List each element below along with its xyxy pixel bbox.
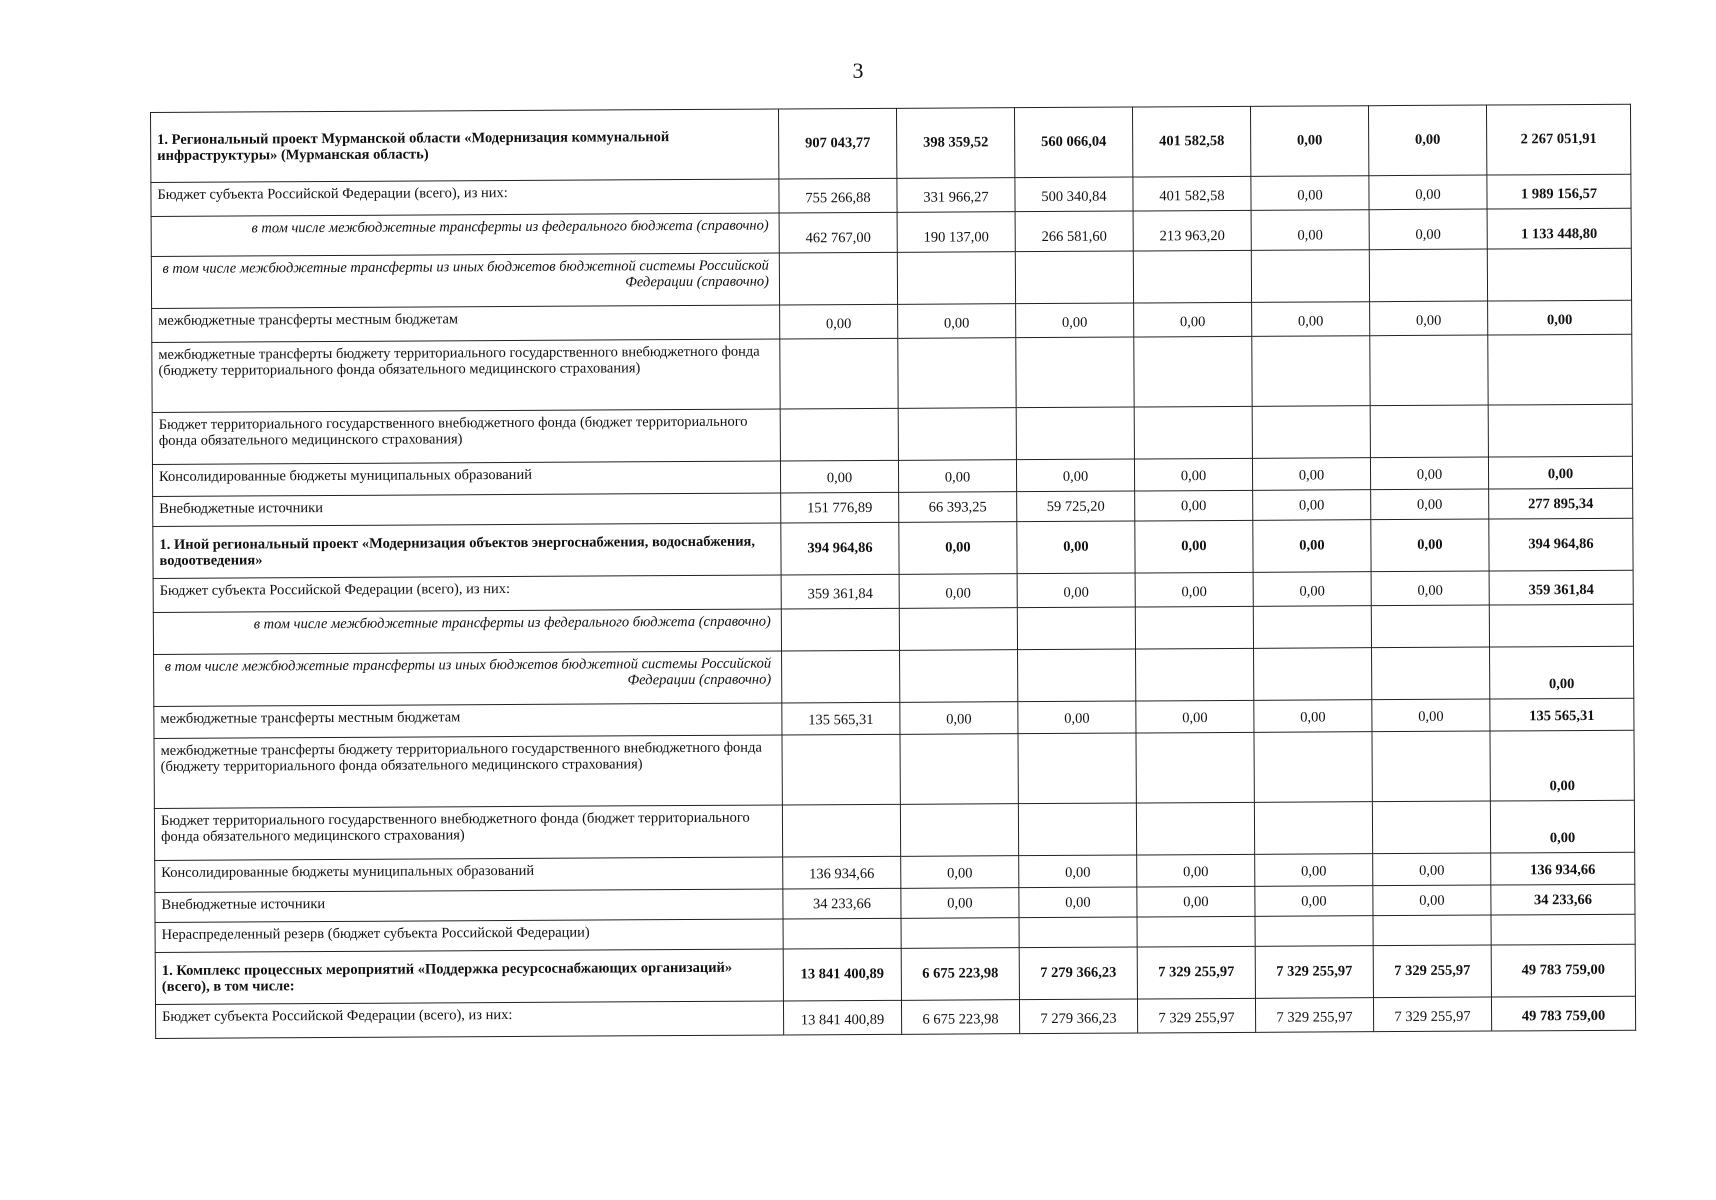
- value-cell: [1018, 649, 1136, 702]
- page-number: 3: [852, 58, 864, 83]
- value-cell: 0,00: [1019, 855, 1137, 888]
- total-cell: 0,00: [1490, 800, 1634, 853]
- value-cell: [1252, 336, 1370, 407]
- value-cell: 907 043,77: [778, 108, 896, 179]
- value-cell: 0,00: [1371, 571, 1489, 606]
- value-cell: 0,00: [1137, 886, 1255, 917]
- total-cell: 277 895,34: [1489, 488, 1633, 519]
- value-cell: 59 725,20: [1017, 491, 1135, 522]
- value-cell: 0,00: [1368, 105, 1486, 176]
- value-cell: [1015, 251, 1133, 304]
- row-label: в том числе межбюджетные трансферты из федерального бюджета (справочно): [151, 213, 779, 257]
- value-cell: [1372, 647, 1490, 700]
- total-cell: [1489, 604, 1633, 647]
- value-cell: [1252, 406, 1370, 459]
- value-cell: 0,00: [1371, 519, 1489, 572]
- value-cell: [1134, 406, 1252, 459]
- value-cell: 7 329 255,97: [1137, 946, 1255, 999]
- value-cell: 0,00: [1253, 490, 1371, 521]
- total-cell: 49 783 759,00: [1491, 996, 1635, 1031]
- value-cell: [1253, 606, 1371, 649]
- value-cell: [1371, 605, 1489, 648]
- table-row: [155, 996, 1635, 1038]
- value-cell: 135 565,31: [782, 702, 900, 735]
- value-cell: [1017, 607, 1135, 650]
- total-cell: [1488, 334, 1632, 405]
- value-cell: 0,00: [1370, 301, 1488, 336]
- value-cell: 6 675 223,98: [901, 1000, 1019, 1035]
- total-cell: 1 989 156,57: [1487, 174, 1631, 209]
- value-cell: [898, 408, 1016, 461]
- value-cell: 0,00: [1372, 699, 1490, 732]
- value-cell: 0,00: [1135, 572, 1253, 607]
- value-cell: 13 841 400,89: [783, 1000, 901, 1035]
- value-cell: [779, 252, 897, 305]
- value-cell: 13 841 400,89: [783, 948, 901, 1001]
- budget-table-body: [151, 104, 1636, 1038]
- value-cell: 7 329 255,97: [1255, 998, 1373, 1033]
- row-label: в том числе межбюджетные трансферты из федерального бюджета (справочно): [153, 609, 781, 655]
- value-cell: [1136, 802, 1254, 855]
- value-cell: 401 582,58: [1132, 106, 1250, 177]
- table-row: [154, 730, 1634, 808]
- value-cell: [782, 734, 900, 805]
- value-cell: [1136, 732, 1254, 803]
- value-cell: [1018, 733, 1136, 804]
- value-cell: 560 066,04: [1014, 107, 1132, 178]
- value-cell: 7 329 255,97: [1373, 945, 1491, 998]
- value-cell: 213 963,20: [1133, 210, 1251, 251]
- value-cell: 401 582,58: [1133, 176, 1251, 211]
- row-label: Бюджет субъекта Российской Федерации (всего), из них:: [153, 575, 781, 613]
- row-label: Внебюджетные источники: [155, 889, 783, 923]
- total-cell: 0,00: [1490, 646, 1634, 699]
- row-label: 1. Комплекс процессных мероприятий «Поддержка ресурсоснабжающих организаций» (всего), в том числе:: [155, 949, 783, 1005]
- value-cell: 0,00: [1018, 701, 1136, 734]
- value-cell: [1135, 606, 1253, 649]
- value-cell: 0,00: [1369, 209, 1487, 250]
- table-row: [153, 518, 1633, 578]
- document-sheet: [150, 104, 1635, 1039]
- value-cell: [1373, 915, 1491, 946]
- value-cell: [1136, 648, 1254, 701]
- value-cell: 0,00: [1253, 520, 1371, 573]
- value-cell: 394 964,86: [781, 522, 899, 575]
- value-cell: 359 361,84: [781, 574, 899, 609]
- value-cell: 0,00: [1135, 490, 1253, 521]
- table-row: [154, 646, 1634, 706]
- total-cell: [1488, 404, 1632, 457]
- row-label: межбюджетные трансферты местным бюджетам: [154, 703, 782, 739]
- value-cell: 7 329 255,97: [1137, 998, 1255, 1033]
- table-row: [151, 104, 1631, 182]
- row-label: Бюджет территориального государственного внебюджетного фонда (бюджет территориального фонда обязательного медицинского страхования): [152, 409, 780, 465]
- row-label: Внебюджетные источники: [153, 493, 781, 527]
- value-cell: 0,00: [1253, 572, 1371, 607]
- row-label: межбюджетные трансферты местным бюджетам: [152, 305, 780, 343]
- value-cell: 7 279 366,23: [1019, 947, 1137, 1000]
- value-cell: [1372, 801, 1490, 854]
- value-cell: 398 359,52: [896, 108, 1014, 179]
- value-cell: 0,00: [1255, 886, 1373, 917]
- table-row: [151, 248, 1631, 308]
- value-cell: [1019, 917, 1137, 948]
- row-label: межбюджетные трансферты бюджету территориального государственного внебюджетного фонда (бюджету территориального фонда обязательного медицинского страхования): [152, 339, 780, 413]
- value-cell: 0,00: [1136, 700, 1254, 733]
- value-cell: 266 581,60: [1015, 211, 1133, 252]
- row-label: в том числе межбюджетные трансферты из иных бюджетов бюджетной системы Российской Федерации (справочно): [151, 253, 779, 309]
- value-cell: 7 329 255,97: [1373, 997, 1491, 1032]
- value-cell: [900, 804, 1018, 857]
- value-cell: 0,00: [1250, 106, 1368, 177]
- value-cell: 0,00: [1255, 854, 1373, 887]
- value-cell: [1133, 250, 1251, 303]
- value-cell: 0,00: [1371, 489, 1489, 520]
- value-cell: [901, 918, 1019, 949]
- value-cell: [1016, 407, 1134, 460]
- value-cell: 0,00: [901, 856, 1019, 889]
- value-cell: [1370, 335, 1488, 406]
- total-cell: 394 964,86: [1489, 518, 1633, 571]
- value-cell: [1251, 250, 1369, 303]
- value-cell: 0,00: [1135, 520, 1253, 573]
- value-cell: 0,00: [1373, 853, 1491, 886]
- value-cell: 0,00: [900, 702, 1018, 735]
- value-cell: 136 934,66: [783, 856, 901, 889]
- value-cell: [782, 804, 900, 857]
- value-cell: 0,00: [1017, 521, 1135, 574]
- value-cell: [898, 338, 1016, 409]
- value-cell: [1254, 648, 1372, 701]
- value-cell: [899, 608, 1017, 651]
- row-label: Нераспределенный резерв (бюджет субъекта Российской Федерации): [155, 919, 783, 953]
- table-row: [152, 334, 1632, 412]
- value-cell: 755 266,88: [779, 178, 897, 213]
- total-cell: 1 133 448,80: [1487, 208, 1631, 249]
- value-cell: [1137, 916, 1255, 947]
- row-label: 1. Иной региональный проект «Модернизация объектов энергоснабжения, водоснабжения, водоотведения»: [153, 523, 781, 579]
- value-cell: 151 776,89: [781, 492, 899, 523]
- value-cell: [780, 408, 898, 461]
- row-label: межбюджетные трансферты бюджету территориального государственного внебюджетного фонда (бюджету территориального фонда обязательного медицинского страхования): [154, 735, 782, 809]
- value-cell: [783, 918, 901, 949]
- table-row: [155, 944, 1635, 1004]
- row-label: 1. Региональный проект Мурманской области «Модернизация коммунальной инфраструктуры» (Мурманская область): [151, 109, 779, 183]
- value-cell: 0,00: [901, 888, 1019, 919]
- total-cell: 0,00: [1490, 730, 1634, 801]
- value-cell: 0,00: [1016, 303, 1134, 338]
- value-cell: [1018, 803, 1136, 856]
- value-cell: [1016, 337, 1134, 408]
- value-cell: 0,00: [1137, 854, 1255, 887]
- value-cell: 0,00: [1252, 302, 1370, 337]
- total-cell: 2 267 051,91: [1486, 104, 1630, 175]
- value-cell: 0,00: [1370, 457, 1488, 490]
- value-cell: [900, 734, 1018, 805]
- total-cell: 49 783 759,00: [1491, 944, 1635, 997]
- value-cell: 0,00: [1369, 175, 1487, 210]
- total-cell: 136 934,66: [1491, 852, 1635, 885]
- total-cell: [1487, 248, 1631, 301]
- value-cell: 0,00: [1019, 887, 1137, 918]
- value-cell: [1370, 405, 1488, 458]
- value-cell: 0,00: [1251, 176, 1369, 211]
- row-label: в том числе межбюджетные трансферты из иных бюджетов бюджетной системы Российской Федерации (справочно): [154, 651, 782, 707]
- value-cell: 0,00: [1134, 302, 1252, 337]
- table-row: [152, 404, 1632, 464]
- value-cell: [1134, 336, 1252, 407]
- value-cell: 0,00: [1017, 573, 1135, 608]
- value-cell: 0,00: [1373, 885, 1491, 916]
- value-cell: [1369, 249, 1487, 302]
- total-cell: 34 233,66: [1491, 884, 1635, 915]
- value-cell: [1372, 731, 1490, 802]
- row-label: Бюджет субъекта Российской Федерации (всего), из них:: [151, 179, 779, 217]
- total-cell: 0,00: [1488, 456, 1632, 489]
- value-cell: 0,00: [1251, 210, 1369, 251]
- total-cell: 0,00: [1488, 300, 1632, 335]
- value-cell: 0,00: [780, 304, 898, 339]
- value-cell: [781, 608, 899, 651]
- value-cell: [900, 650, 1018, 703]
- budget-table: [150, 104, 1636, 1039]
- value-cell: 462 767,00: [779, 212, 897, 253]
- value-cell: 0,00: [898, 304, 1016, 339]
- value-cell: 500 340,84: [1015, 177, 1133, 212]
- value-cell: 0,00: [899, 522, 1017, 575]
- table-row: [154, 800, 1634, 860]
- value-cell: 6 675 223,98: [901, 948, 1019, 1001]
- value-cell: 0,00: [1134, 458, 1252, 491]
- row-label: Консолидированные бюджеты муниципальных образований: [155, 857, 783, 893]
- value-cell: [1254, 802, 1372, 855]
- value-cell: 66 393,25: [899, 492, 1017, 523]
- value-cell: [780, 338, 898, 409]
- value-cell: [1254, 732, 1372, 803]
- row-label: Консолидированные бюджеты муниципальных образований: [152, 461, 780, 497]
- value-cell: 0,00: [1016, 459, 1134, 492]
- row-label: Бюджет субъекта Российской Федерации (всего), из них:: [155, 1001, 783, 1039]
- value-cell: 331 966,27: [897, 178, 1015, 213]
- value-cell: 34 233,66: [783, 888, 901, 919]
- row-label: Бюджет территориального государственного внебюджетного фонда (бюджет территориального фонда обязательного медицинского страхования): [154, 805, 782, 861]
- value-cell: 7 279 366,23: [1019, 999, 1137, 1034]
- value-cell: [1255, 916, 1373, 947]
- total-cell: 135 565,31: [1490, 698, 1634, 731]
- value-cell: 7 329 255,97: [1255, 946, 1373, 999]
- value-cell: 0,00: [899, 574, 1017, 609]
- value-cell: 0,00: [1254, 700, 1372, 733]
- total-cell: [1491, 914, 1635, 945]
- value-cell: 0,00: [780, 460, 898, 493]
- value-cell: [897, 252, 1015, 305]
- value-cell: 190 137,00: [897, 212, 1015, 253]
- value-cell: 0,00: [898, 460, 1016, 493]
- total-cell: 359 361,84: [1489, 570, 1633, 605]
- value-cell: [782, 650, 900, 703]
- value-cell: 0,00: [1252, 458, 1370, 491]
